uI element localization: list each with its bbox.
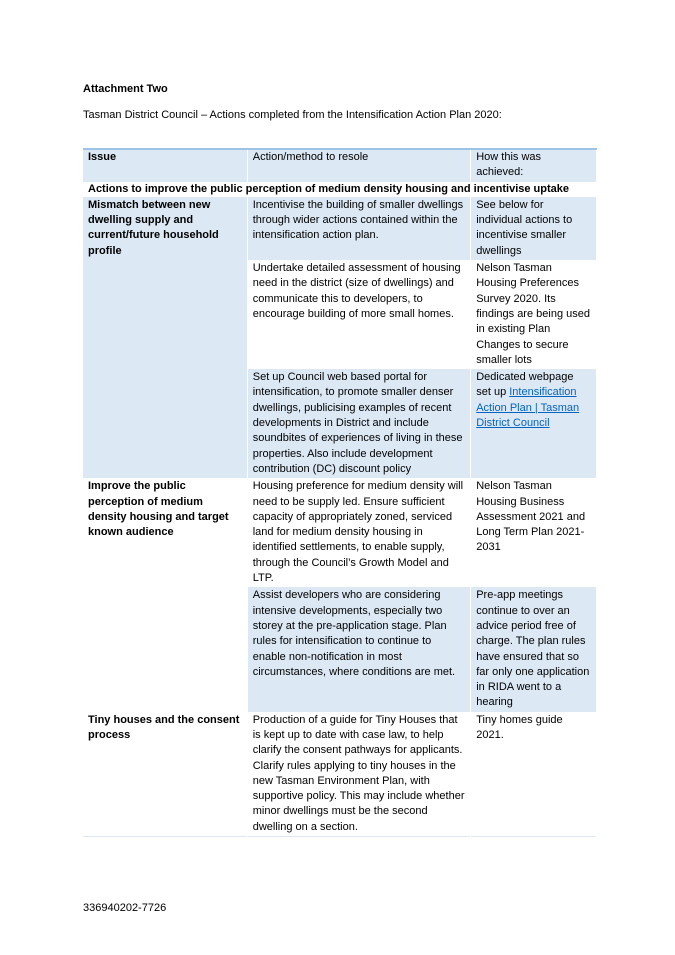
section-title: Actions to improve the public perception of medium density housing and incentivise uptake [83,182,597,197]
table-row [83,197,597,260]
action-cell: Set up Council web based portal for intensification, to promote smaller denser dwellings, publicising examples of recent developments in District and include soundbites of experiences of living in these properties. Also include development contribution (DC) discount policy [247,369,470,478]
how-cell: See below for individual actions to incentivise smaller dwellings [471,197,597,260]
action-cell: Housing preference for medium density will need to be supply led. Ensure sufficient capacity of appropriately zoned, serviced land for medium density housing in identified settlements, to enable supply, through the Council’s Growth Model and LTP. [247,478,470,587]
how-cell [471,369,597,478]
intro-text: Tasman District Council – Actions completed from the Intensification Action Plan 2020: [83,109,502,121]
intensification-plan-link[interactable]: Intensification Action Plan | Tasman District Council [476,386,580,430]
header-issue: Issue [83,149,247,182]
actions-table [83,148,597,837]
document-reference: 336940202-7726 [83,902,167,914]
action-cell: Production of a guide for Tiny Houses that is kept up to date with case law, to help clarify the consent pathways for applicants. Clarify rules applying to tiny houses in the new Tasman Environment Plan, with supportive policy. This may include whether minor dwellings must be the second dwelling on a section. [247,712,470,837]
how-text: Dedicated webpage set up [476,371,574,399]
issue-cell-tiny-houses: Tiny houses and the consent process [83,712,247,837]
section-row [83,182,597,197]
issue-cell-mismatch: Mismatch between new dwelling supply and current/future household profile [83,197,247,478]
how-cell: Pre-app meetings continue to over an advice period free of charge. The plan rules have ensured that so far only one application in RIDA went to a hearing [471,587,597,711]
table-row [83,712,597,837]
attachment-heading: Attachment Two [83,83,168,95]
table-row [83,478,597,587]
header-action: Action/method to resole [247,149,470,182]
issue-cell-perception: Improve the public perception of medium density housing and target known audience [83,478,247,711]
action-cell: Incentivise the building of smaller dwellings through wider actions contained within the intensification action plan. [247,197,470,260]
action-cell: Undertake detailed assessment of housing need in the district (size of dwellings) and communicate this to developers, to encourage building of more small homes. [247,260,470,369]
how-cell: Nelson Tasman Housing Business Assessment 2021 and Long Term Plan 2021-2031 [471,478,597,587]
action-cell: Assist developers who are considering intensive developments, especially two storey at the pre-application stage. Plan rules for intensification to continue to enable non-notification in most circumstances, where conditions are met. [247,587,470,711]
how-cell: Nelson Tasman Housing Preferences Survey 2020. Its findings are being used in existing Plan Changes to secure smaller lots [471,260,597,369]
how-cell: Tiny homes guide 2021. [471,712,597,837]
header-how: How this was achieved: [471,149,597,182]
table-header-row [83,149,597,182]
